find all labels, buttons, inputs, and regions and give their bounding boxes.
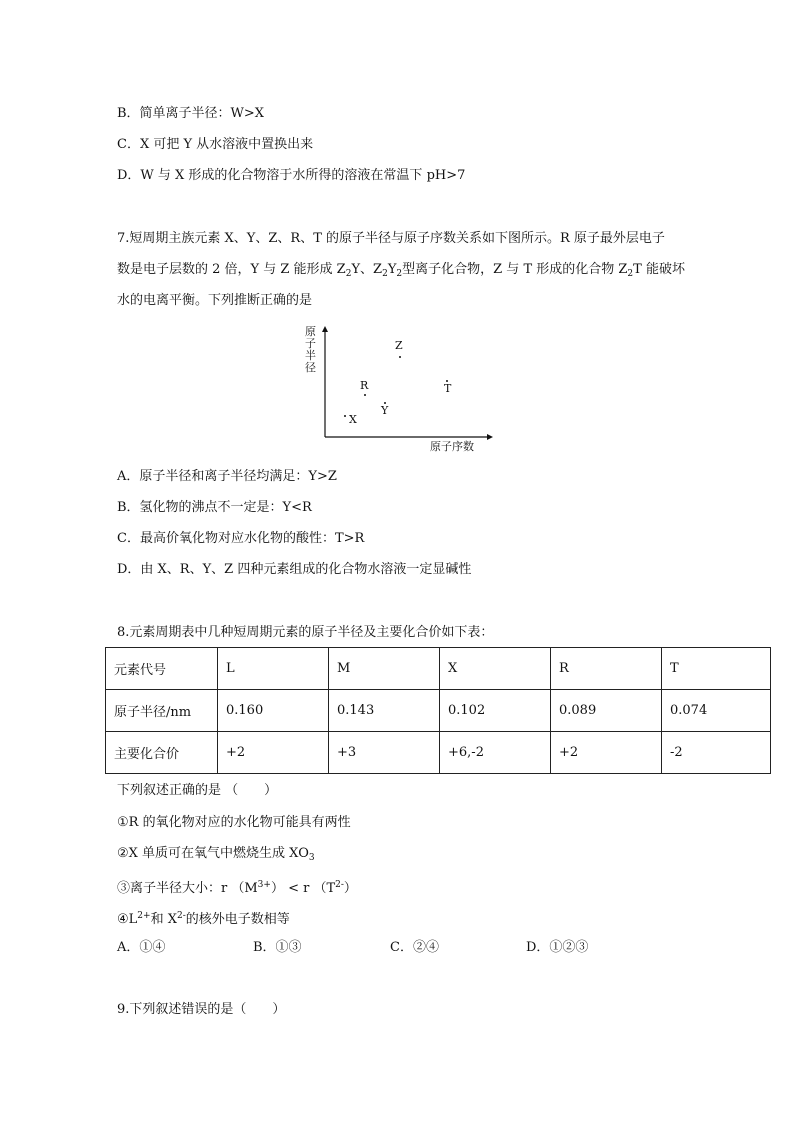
q8-option-d: D．①②③ [526,940,589,955]
table-cell: +3 [329,732,440,774]
table-row [106,648,771,690]
q8-question: 下列叙述正确的是 （ ） [117,783,278,798]
point-z-label: Z [395,339,403,352]
point-r [364,394,366,396]
point-z [399,356,401,358]
q6-option-c: C．X 可把 Y 从水溶液中置换出来 [117,137,314,152]
table-cell: 原子半径/nm [106,690,218,732]
table-cell: 0.074 [662,690,771,732]
table-cell: R [551,648,662,690]
q7-stem-line1: 7.短周期主族元素 X、Y、Z、R、T 的原子半径与原子序数关系如下图所示。R 原子最外层电子 [117,231,665,246]
point-x [344,415,346,417]
table-row [106,732,771,774]
point-x-label: X [349,413,357,426]
q7-stem-line2: 数是电子层数的 2 倍，Y 与 Z 能形成 $Z_2Y$、$Z_2Y_2$型离子化合物，Z 与 T 形成的化合物 $Z_2T$ 能破坏 [117,262,685,279]
table-cell: X [440,648,551,690]
table-cell: +2 [218,732,329,774]
table-cell: L [218,648,329,690]
table-cell: 元素代号 [106,648,218,690]
table-cell: 主要化合价 [106,732,218,774]
q8-statement-3: ③离子半径大小：r $(M^{3+}) < r$ $(T^{2-})$ [117,880,357,896]
table-cell: M [329,648,440,690]
radius-vs-atomic-number-graph [305,322,500,457]
graph-y-axis-label: 原子半径 [305,325,316,374]
table-cell: 0.143 [329,690,440,732]
table-row [106,690,771,732]
point-y-label: Y [381,404,389,417]
q8-statement-2: ②X 单质可在氧气中燃烧生成 $XO_3$ [117,846,315,863]
q6-option-b: B．简单离子半径：W>X [117,106,265,121]
graph-x-axis-label: 原子序数 [430,440,474,453]
table-cell: T [662,648,771,690]
q9-stem: 9.下列叙述错误的是（ ） [117,1002,286,1017]
q8-statement-1: ①R 的氧化物对应的水化物可能具有两性 [117,815,351,830]
q7-option-c: C．最高价氧化物对应水化物的酸性：T>R [117,531,365,546]
table-cell: -2 [662,732,771,774]
table-cell: 0.089 [551,690,662,732]
point-r-label: R [360,379,369,392]
q7-stem-line3: 水的电离平衡。下列推断正确的是 [117,293,313,308]
table-cell: 0.160 [218,690,329,732]
point-t-label: T [444,382,452,395]
q8-option-c: C．②④ [390,940,439,955]
element-data-table [105,647,771,774]
q6-option-d: D．W 与 X 形成的化合物溶于水所得的溶液在常温下 pH>7 [117,168,466,183]
q8-option-a: A．①④ [117,940,166,955]
q8-statement-4: $④L^{2+}$和 $X^{2-}$的核外电子数相等 [117,911,290,927]
q7-option-b: B．氢化物的沸点不一定是：Y<R [117,500,312,515]
q7-option-a: A．原子半径和离子半径均满足：Y>Z [117,469,337,484]
q8-option-b: B．①③ [253,940,302,955]
table-cell: 0.102 [440,690,551,732]
table-cell: +2 [551,732,662,774]
q8-stem: 8.元素周期表中几种短周期元素的原子半径及主要化合价如下表： [117,625,494,640]
q7-option-d: D．由 X、R、Y、Z 四种元素组成的化合物水溶液一定显碱性 [117,562,472,577]
table-cell: +6,-2 [440,732,551,774]
